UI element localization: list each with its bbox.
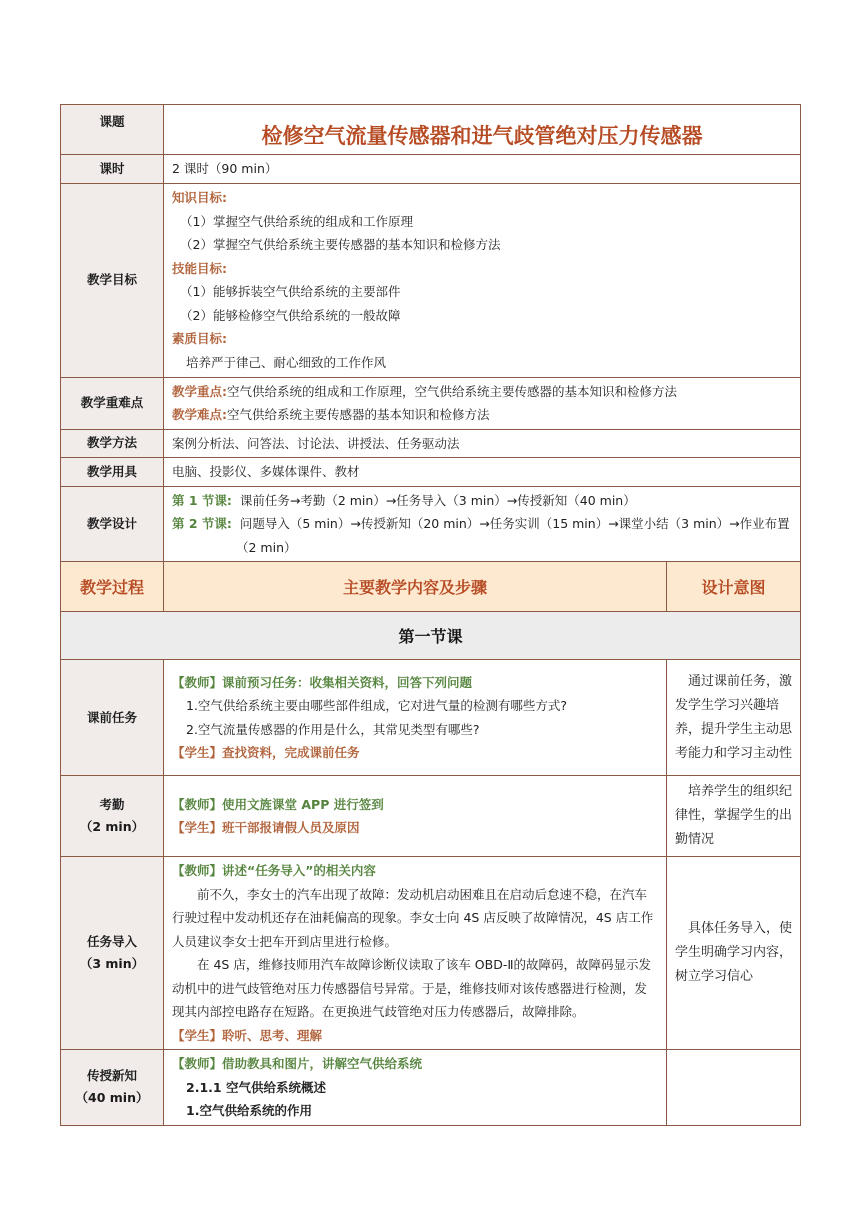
skill-title: 技能目标: [172, 260, 227, 276]
subsection-heading: 2.1.1 空气供给系统概述 [186, 1079, 326, 1095]
process-col-content: 主要教学内容及步骤 [164, 562, 667, 612]
knowledge-item: （1）掌握空气供给系统的组成和工作原理 [180, 213, 413, 229]
lesson-plan-table [60, 104, 801, 1126]
question-line: 2.空气流量传感器的作用是什么，其常见类型有哪些? [186, 721, 480, 737]
step-intent: 具体任务导入，使学生明确学习内容，树立学习信心 [675, 921, 793, 984]
tools-value: 电脑、投影仪、多媒体课件、教材 [172, 464, 360, 479]
teacher-line: 【教师】借助教具和图片，讲解空气供给系统 [172, 1056, 423, 1071]
student-line: 【学生】班干部报请假人员及原因 [172, 820, 360, 835]
step-time: （3 min） [79, 956, 145, 971]
section-title: 第一节课 [61, 612, 801, 660]
key-text: 空气供给系统的组成和工作原理，空气供给系统主要传感器的基本知识和检修方法 [227, 383, 678, 399]
objectives-label: 教学目标 [61, 183, 164, 377]
process-col-stage: 教学过程 [61, 562, 164, 612]
skill-item: （1）能够拆装空气供给系统的主要部件 [180, 284, 401, 299]
scenario-paragraph: 在 4S 店，维修技师用汽车故障诊断仪读取了该车 OBD-Ⅱ的故障码，故障码显示发动机中的进气歧管绝对压力传感器信号异常。于是，维修技师对该传感器进行检测，发现其内部控电路存在短路。在更换进气歧管绝对压力传感器后，故障排除。 [172, 957, 652, 1019]
step-content [164, 1050, 666, 1125]
step-label [61, 857, 164, 1050]
keypoints-content [164, 378, 800, 429]
hours-value: 2 课时（90 min） [172, 161, 278, 176]
step-label [61, 776, 164, 857]
step-label-text: 任务导入 [86, 934, 137, 949]
hours-row [61, 155, 801, 184]
subsection-heading: 1.空气供给系统的作用 [186, 1103, 312, 1118]
scenario-paragraph: 前不久，李女士的汽车出现了故障：发动机启动困难且在启动后怠速不稳，在汽车行驶过程中发动机还存在油耗偏高的现象。李女士向 4S 店反映了故障情况，4S 店工作人员建议李女士把车开到店里进行检修。 [172, 886, 654, 949]
step-row [61, 857, 801, 1050]
design-content [164, 487, 800, 562]
lesson2-title: 第 2 节课: [172, 516, 232, 531]
section-row [61, 612, 801, 660]
skill-item: （2）能够检修空气供给系统的一般故障 [180, 307, 401, 323]
difficult-title: 教学难点: [172, 407, 227, 422]
question-line: 1.空气供给系统主要由哪些部件组成，它对进气量的检测有哪些方式? [186, 698, 568, 713]
step-content [164, 669, 666, 767]
topic-cell [164, 105, 801, 155]
methods-row [61, 429, 801, 458]
topic-row [61, 105, 801, 155]
step-intent-empty [667, 1050, 801, 1126]
teacher-line: 【教师】讲述“任务导入”的相关内容 [172, 863, 376, 878]
step-label: 课前任务 [61, 660, 164, 776]
difficult-text: 空气供给系统主要传感器的基本知识和检修方法 [227, 407, 490, 422]
teacher-line: 【教师】使用文旌课堂 APP 进行签到 [172, 796, 384, 812]
process-col-intent: 设计意图 [667, 562, 801, 612]
step-intent: 通过课前任务，激发学生学习兴趣培养，提升学生主动思考能力和学习主动性 [675, 673, 793, 761]
quality-title: 素质目标: [172, 331, 227, 346]
lesson1-text: 课前任务→考勤（2 min）→任务导入（3 min）→传授新知（40 min） [239, 492, 636, 508]
step-label [61, 1050, 164, 1126]
keypoints-row [61, 377, 801, 429]
tools-label: 教学用具 [61, 458, 164, 487]
step-label-text: 考勤 [99, 797, 125, 812]
tools-row [61, 458, 801, 487]
step-time: （40 min） [75, 1090, 149, 1106]
objectives-content [164, 184, 800, 376]
step-time: （2 min） [79, 819, 145, 834]
lesson2-text: 问题导入（5 min）→传授新知（20 min）→任务实训（15 min）→课堂小结（3 min）→作业布置（2 min） [236, 516, 790, 555]
knowledge-item: （2）掌握空气供给系统主要传感器的基本知识和检修方法 [180, 237, 501, 252]
methods-value: 案例分析法、问答法、讨论法、讲授法、任务驱动法 [172, 435, 460, 451]
lesson1-title: 第 1 节课: [172, 492, 232, 508]
step-content [164, 857, 666, 1049]
knowledge-title: 知识目标: [172, 190, 227, 205]
student-line: 【学生】查找资料，完成课前任务 [172, 745, 360, 760]
design-row [61, 486, 801, 562]
topic-label: 课题 [61, 105, 164, 155]
student-line: 【学生】聆听、思考、理解 [172, 1027, 323, 1043]
step-content [164, 791, 666, 842]
lesson-title: 检修空气流量传感器和进气歧管绝对压力传感器 [261, 123, 703, 148]
step-row [61, 1050, 801, 1126]
key-title: 教学重点: [172, 383, 227, 399]
hours-label: 课时 [61, 155, 164, 184]
step-row [61, 660, 801, 776]
objectives-row [61, 183, 801, 377]
step-label-text: 传授新知 [86, 1068, 137, 1084]
step-intent: 培养学生的组织纪律性，掌握学生的出勤情况 [675, 784, 793, 847]
design-label: 教学设计 [61, 486, 164, 562]
teacher-line: 【教师】课前预习任务：收集相关资料，回答下列问题 [172, 674, 473, 690]
quality-item: 培养严于律己、耐心细致的工作作风 [186, 354, 387, 370]
keypoints-label: 教学重难点 [61, 377, 164, 429]
process-header-row [61, 562, 801, 612]
methods-label: 教学方法 [61, 429, 164, 458]
step-row [61, 776, 801, 857]
